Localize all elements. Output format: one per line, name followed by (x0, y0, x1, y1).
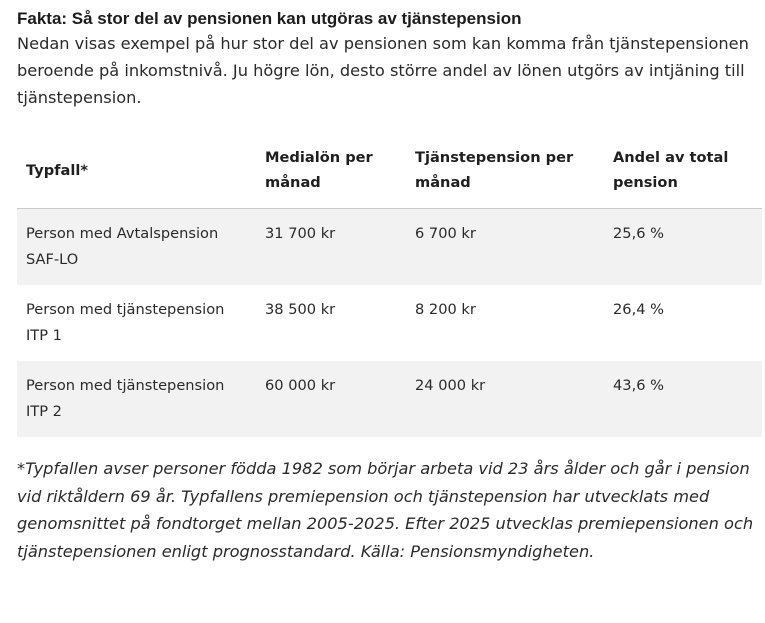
cell-andel: 26,4 % (613, 301, 664, 318)
cell-medianlon: 60 000 kr (256, 361, 406, 437)
header-typfall: Typfall* (17, 133, 256, 209)
table-row (17, 361, 762, 437)
cell-tjanstepension: 6 700 kr (406, 209, 604, 286)
table-row (17, 209, 762, 286)
cell-andel: 25,6 % (604, 209, 762, 286)
cell-medianlon: 31 700 kr (256, 209, 406, 286)
pension-table (17, 133, 762, 437)
header-row (17, 133, 762, 209)
fact-intro: Nedan visas exempel på hur stor del av pensionen som kan komma från tjänstepensionen beroende på inkomstnivå. Ju högre lön, desto större andel av lönen utgörs av intjäning till tjänstepension. (17, 34, 749, 107)
cell-typfall: Person med Avtalspension SAF-LO (17, 209, 256, 286)
cell-medianlon: 38 500 kr (265, 301, 336, 318)
cell-typfall: Person med tjänstepension ITP 1 (26, 301, 225, 344)
header-medianlon: Medialön per månad (256, 133, 406, 209)
table-row (17, 285, 762, 361)
table-header (17, 133, 762, 209)
fact-box (17, 8, 762, 565)
fact-title: Fakta: Så stor del av pensionen kan utgöras av tjänstepension (17, 9, 522, 28)
header-andel: Andel av total pension (604, 133, 762, 209)
cell-tjanstepension: 8 200 kr (415, 301, 476, 318)
cell-typfall: Person med tjänstepension ITP 2 (17, 361, 256, 437)
footnote: *Typfallen avser personer födda 1982 som börjar arbeta vid 23 års ålder och går i pension vid riktåldern 69 år. Typfallens premiepension och tjänstepension har utvecklats med genomsnittet på fondtorget mellan 2005-2025. Efter 2025 utvecklas premiepensionen och tjänstepensionen enligt prognosstandard. Källa: Pensionsmyndigheten. (17, 459, 754, 561)
cell-tjanstepension: 24 000 kr (406, 361, 604, 437)
table-body (17, 209, 762, 438)
cell-andel: 43,6 % (604, 361, 762, 437)
header-tjanstepension: Tjänstepension per månad (406, 133, 604, 209)
